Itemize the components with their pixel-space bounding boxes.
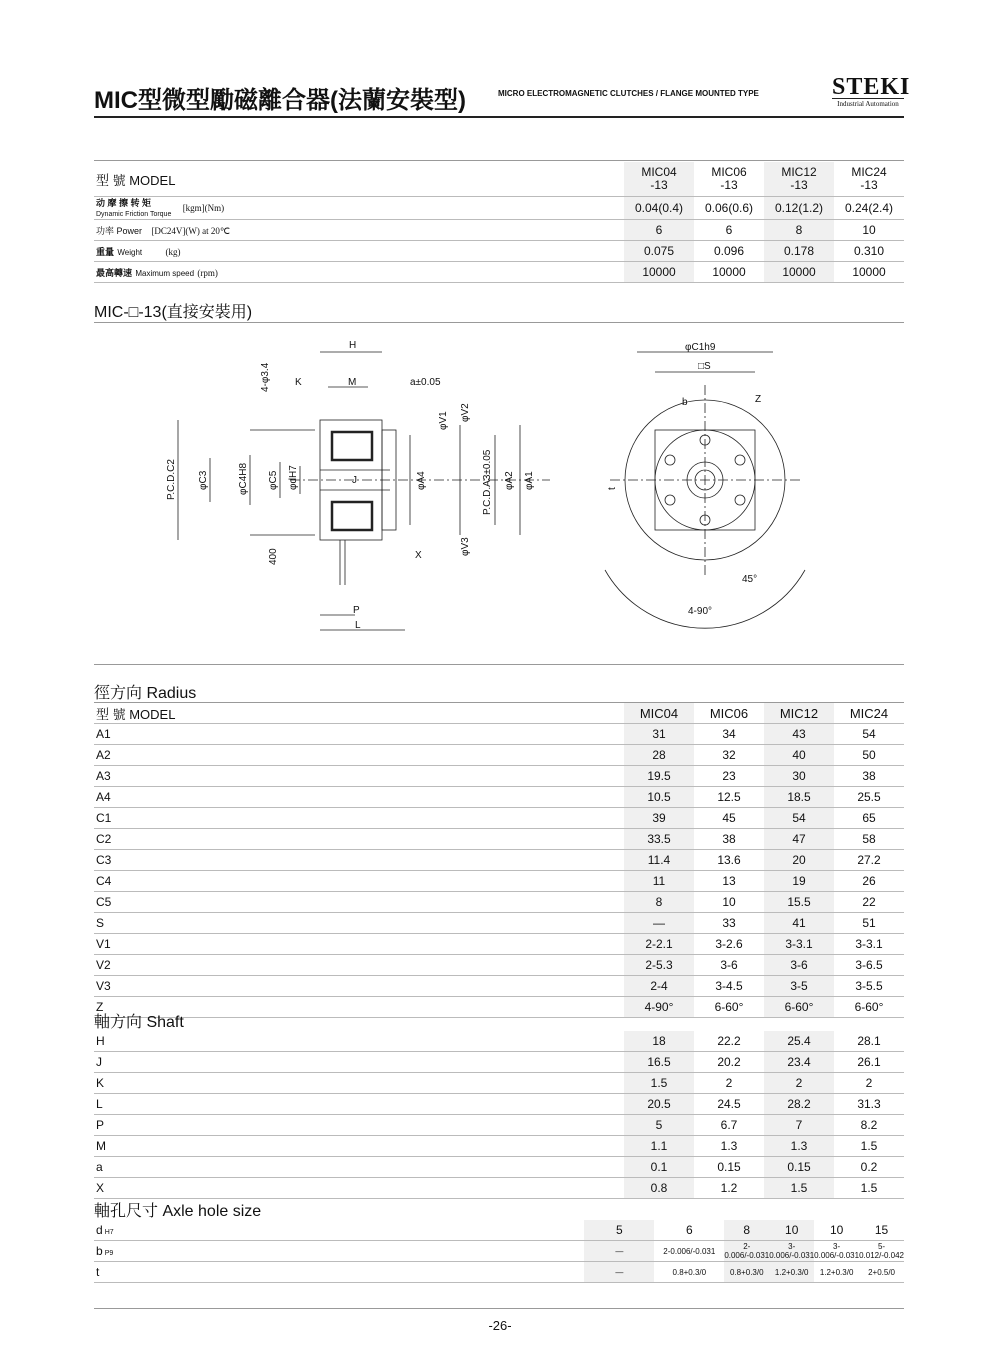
cell-value: 18.5 <box>764 787 834 808</box>
cell-value: 40 <box>764 745 834 766</box>
dim-label: L <box>355 620 361 631</box>
cell-value: 15.5 <box>764 892 834 913</box>
cell-value: 32 <box>694 745 764 766</box>
dim-label: t <box>607 487 618 490</box>
spec-unit: [kgm](Nm) <box>182 203 225 214</box>
cell-value: 65 <box>834 808 904 829</box>
cell-value: 23 <box>694 766 764 787</box>
cell-value: 3-5 <box>764 976 834 997</box>
cell-value: 4-90° <box>624 997 694 1018</box>
table-row <box>94 787 904 808</box>
table-row <box>94 724 904 745</box>
table-row <box>94 934 904 955</box>
cell-value: 0.1 <box>624 1157 694 1178</box>
cell-value: 2 <box>834 1073 904 1094</box>
row-label: C5 <box>94 892 624 913</box>
cell-value: 24.5 <box>694 1094 764 1115</box>
dim-label: P <box>353 605 360 616</box>
dim-label: X <box>415 550 422 561</box>
cell-value: 16.5 <box>624 1052 694 1073</box>
cell-value: — <box>624 913 694 934</box>
table-row <box>94 955 904 976</box>
cell-value: 33.5 <box>624 829 694 850</box>
table-row <box>94 1031 904 1052</box>
cell-value: 2-0.006/-0.031 <box>654 1241 724 1262</box>
cell-value: 1.5 <box>834 1136 904 1157</box>
cell-value: 0.2 <box>834 1157 904 1178</box>
spec-value: 0.075 <box>624 241 694 262</box>
cell-value: 1.3 <box>764 1136 834 1157</box>
cell-value: 28 <box>624 745 694 766</box>
cell-value: 3-5.5 <box>834 976 904 997</box>
cell-value: 1.2+0.3/0 <box>769 1262 814 1283</box>
dim-label: □S <box>698 361 711 372</box>
cell-value: 2-0.006/-0.031 <box>724 1242 770 1260</box>
angle-arc <box>605 570 805 628</box>
spec-row-power <box>94 220 904 241</box>
spec-row-weight <box>94 241 904 262</box>
cell-value: 18 <box>624 1031 694 1052</box>
cell-value: 38 <box>834 766 904 787</box>
cell-value: 19 <box>764 871 834 892</box>
cell-value: — <box>584 1241 654 1262</box>
dim-label: 400 <box>268 548 279 565</box>
cell-value: 15 <box>859 1220 904 1241</box>
cell-value: 20 <box>764 850 834 871</box>
cell-value: 2 <box>694 1073 764 1094</box>
spec-unit: [DC24V](W) at 20℃ <box>151 226 230 236</box>
model-label: 型 號 MODEL <box>94 703 624 724</box>
row-label: P <box>94 1115 624 1136</box>
dim-label: φA2 <box>504 471 515 490</box>
spec-row-speed <box>94 262 904 283</box>
row-label-sub: H7 <box>104 1229 114 1236</box>
radius-rows <box>94 724 904 1018</box>
cell-value: 2-4 <box>624 976 694 997</box>
row-label: J <box>94 1052 624 1073</box>
cell-value: 0.8 <box>624 1178 694 1199</box>
cell-value: 5-0.012/-0.042 <box>859 1242 905 1260</box>
row-label: C2 <box>94 829 624 850</box>
table-row <box>94 850 904 871</box>
row-label: A4 <box>94 787 624 808</box>
spec-label-en: Weight <box>117 248 143 257</box>
cell-value: 6-60° <box>764 997 834 1018</box>
spec-value: 6 <box>694 220 764 241</box>
drawing-subtitle: MIC-□-13(直接安裝用) <box>94 304 253 321</box>
cell-value: 12.5 <box>694 787 764 808</box>
spec-value: 0.06(0.6) <box>694 197 764 220</box>
mount-hole <box>735 455 745 465</box>
table-row <box>94 1220 904 1241</box>
table-row <box>94 829 904 850</box>
cell-value: 3-6.5 <box>834 955 904 976</box>
dim-label: φC4H8 <box>238 462 249 495</box>
row-label-sub: P9 <box>104 1250 114 1257</box>
row-label: A2 <box>94 745 624 766</box>
dim-label: φV1 <box>438 411 449 430</box>
spec-value: 6 <box>624 220 694 241</box>
row-label: A1 <box>94 724 624 745</box>
dim-label: P.C.D.A3±0.05 <box>482 449 493 515</box>
cell-value: 3-3.1 <box>834 934 904 955</box>
spec-value: 0.310 <box>834 241 904 262</box>
row-label: Z <box>94 997 624 1018</box>
cell-value: 13.6 <box>694 850 764 871</box>
table-row <box>94 997 904 1018</box>
spec-value: 10000 <box>834 262 904 283</box>
table-row <box>94 1115 904 1136</box>
cell-value: 10 <box>769 1220 814 1241</box>
spec-table <box>94 162 904 283</box>
dim-label: 4-90° <box>688 606 713 617</box>
cell-value: 2 <box>764 1073 834 1094</box>
radius-table <box>94 703 904 1018</box>
dim-label: φC3 <box>198 470 209 490</box>
dim-label: 45° <box>742 574 758 585</box>
mount-hole <box>735 495 745 505</box>
table-row <box>94 1178 904 1199</box>
table-row <box>94 1073 904 1094</box>
row-label: A3 <box>94 766 624 787</box>
table-row <box>94 1157 904 1178</box>
spec-value: 10000 <box>624 262 694 283</box>
row-label: L <box>94 1094 624 1115</box>
cell-value: 27.2 <box>834 850 904 871</box>
row-label: H <box>94 1031 624 1052</box>
cell-value: 1.5 <box>834 1178 904 1199</box>
table-row <box>94 1052 904 1073</box>
cell-value: 43 <box>764 724 834 745</box>
model-cell: MIC04 <box>624 703 694 724</box>
spec-label-cn: 重量 <box>96 247 115 257</box>
cell-value: 1.5 <box>764 1178 834 1199</box>
radius-heading: 徑方向 Radius <box>94 685 197 702</box>
cell-value: 1.1 <box>624 1136 694 1157</box>
model-cell: MIC24 -13 <box>834 162 904 197</box>
spec-value: 0.096 <box>694 241 764 262</box>
cell-value: 25.4 <box>764 1031 834 1052</box>
cell-value: 6-60° <box>694 997 764 1018</box>
spec-value: 10000 <box>694 262 764 283</box>
spec-value: 0.04(0.4) <box>624 197 694 220</box>
cell-value: 33 <box>694 913 764 934</box>
axle-table <box>94 1220 904 1283</box>
spec-unit: (kg) <box>165 247 181 257</box>
cell-value: 3-0.006/-0.031 <box>769 1242 815 1260</box>
shaft-table <box>94 1031 904 1199</box>
cell-value: 8 <box>724 1220 769 1241</box>
table-row <box>94 892 904 913</box>
spec-label-en: Dynamic Friction Torque <box>96 210 172 218</box>
dim-label: P.C.D.C2 <box>166 459 177 500</box>
cell-value: 26 <box>834 871 904 892</box>
dim-label: φA4 <box>416 471 427 490</box>
page-title-english: MICRO ELECTROMAGNETIC CLUTCHES / FLANGE MOUNTED TYPE <box>498 89 759 98</box>
cell-value: 3-3.1 <box>764 934 834 955</box>
cell-value: 26.1 <box>834 1052 904 1073</box>
cell-value: 11.4 <box>624 850 694 871</box>
cell-value: 8 <box>624 892 694 913</box>
cell-value: 20.5 <box>624 1094 694 1115</box>
dim-label: φV3 <box>460 537 471 556</box>
cell-value: 10 <box>694 892 764 913</box>
spec-label <box>94 220 624 241</box>
cell-value: 0.15 <box>764 1157 834 1178</box>
cell-value: 3-6 <box>694 955 764 976</box>
dim-label: K <box>295 377 302 388</box>
cell-value: 13 <box>694 871 764 892</box>
spec-unit: (rpm) <box>197 268 218 278</box>
cell-value: 19.5 <box>624 766 694 787</box>
page-title: MIC型微型勵磁離合器(法蘭安裝型) <box>94 87 466 114</box>
cell-value: 25.5 <box>834 787 904 808</box>
cell-value: 22 <box>834 892 904 913</box>
cell-value: 11 <box>624 871 694 892</box>
dim-label: M <box>348 377 357 388</box>
cell-value: 1.2 <box>694 1178 764 1199</box>
spec-label <box>94 262 624 283</box>
row-label: S <box>94 913 624 934</box>
radius-header-row <box>94 703 904 724</box>
spec-header-row <box>94 162 904 197</box>
cell-value: 28.2 <box>764 1094 834 1115</box>
cell-value: 22.2 <box>694 1031 764 1052</box>
row-label-main: d <box>96 1223 103 1237</box>
spec-value: 0.12(1.2) <box>764 197 834 220</box>
cell-value: 23.4 <box>764 1052 834 1073</box>
cell-value: 10 <box>814 1220 859 1241</box>
model-cell: MIC12 <box>764 703 834 724</box>
shaft-heading: 軸方向 Shaft <box>94 1014 184 1031</box>
table-row <box>94 766 904 787</box>
row-label: K <box>94 1073 624 1094</box>
cell-value: 2+0.5/0 <box>859 1262 904 1283</box>
row-label <box>94 1220 584 1241</box>
cell-value: 54 <box>834 724 904 745</box>
cell-value: 38 <box>694 829 764 850</box>
technical-drawing <box>150 330 870 650</box>
spec-row-torque <box>94 197 904 220</box>
row-label: V2 <box>94 955 624 976</box>
table-row <box>94 1094 904 1115</box>
dim-label: φC1h9 <box>685 342 716 353</box>
cell-value: 10.5 <box>624 787 694 808</box>
cell-value: 0.15 <box>694 1157 764 1178</box>
model-cell: MIC04 -13 <box>624 162 694 197</box>
cell-value: 6-60° <box>834 997 904 1018</box>
spec-label <box>94 197 624 220</box>
cell-value: 0.8+0.3/0 <box>654 1262 724 1283</box>
axle-heading: 軸孔尺寸 Axle hole size <box>94 1203 262 1220</box>
table-row <box>94 745 904 766</box>
row-label: C4 <box>94 871 624 892</box>
drawing-bottom-rule <box>94 664 904 665</box>
model-cell: MIC24 <box>834 703 904 724</box>
cell-value: 6 <box>654 1220 724 1241</box>
cell-value: 50 <box>834 745 904 766</box>
table-row <box>94 1241 904 1262</box>
cell-value: 5 <box>624 1115 694 1136</box>
row-label <box>94 1262 584 1283</box>
dim-label: b <box>682 397 688 408</box>
row-label: C3 <box>94 850 624 871</box>
row-label: V3 <box>94 976 624 997</box>
cell-value: 3-6 <box>764 955 834 976</box>
cell-value: 31.3 <box>834 1094 904 1115</box>
spec-value: 10000 <box>764 262 834 283</box>
row-label <box>94 1241 584 1262</box>
cell-value: 41 <box>764 913 834 934</box>
table-row <box>94 871 904 892</box>
cell-value: 1.3 <box>694 1136 764 1157</box>
cell-value: 3-4.5 <box>694 976 764 997</box>
page-number: -26- <box>488 1318 512 1333</box>
spec-value: 10 <box>834 220 904 241</box>
cell-value: 58 <box>834 829 904 850</box>
row-label: C1 <box>94 808 624 829</box>
spec-label-cn: 最高轉速 <box>96 268 133 278</box>
axle-rows <box>94 1220 904 1283</box>
spec-value: 0.178 <box>764 241 834 262</box>
dim-label: φA1 <box>524 471 535 490</box>
dim-label: J <box>352 475 357 486</box>
mount-hole <box>665 455 675 465</box>
dim-label: φC5 <box>268 470 279 490</box>
model-cell: MIC06 <box>694 703 764 724</box>
row-label-main: t <box>96 1265 100 1279</box>
cell-value: — <box>584 1262 654 1283</box>
cell-value: 30 <box>764 766 834 787</box>
dim-label: Z <box>755 394 762 405</box>
table-row <box>94 1262 904 1283</box>
row-label: M <box>94 1136 624 1157</box>
row-label-main: b <box>96 1244 103 1258</box>
cell-value: 54 <box>764 808 834 829</box>
shaft-rows <box>94 1031 904 1199</box>
cell-value: 3-2.6 <box>694 934 764 955</box>
table-row <box>94 976 904 997</box>
spec-label-cn: 动 摩 擦 转 矩 <box>96 197 152 208</box>
cell-value: 39 <box>624 808 694 829</box>
mount-hole <box>665 495 675 505</box>
spec-label <box>94 241 624 262</box>
cell-value: 45 <box>694 808 764 829</box>
cell-value: 31 <box>624 724 694 745</box>
dim-label: φdH7 <box>288 465 299 490</box>
footer-rule <box>94 1308 904 1309</box>
cell-value: 8.2 <box>834 1115 904 1136</box>
spec-table-top-rule <box>94 160 904 161</box>
cell-value: 1.2+0.3/0 <box>814 1262 859 1283</box>
cell-value: 20.2 <box>694 1052 764 1073</box>
model-cell: MIC06 -13 <box>694 162 764 197</box>
dim-label: φV2 <box>460 403 471 422</box>
table-row <box>94 808 904 829</box>
model-label: 型 號 MODEL <box>94 162 624 197</box>
drawing-top-rule <box>94 322 904 323</box>
logo-subtitle: Industrial Automation <box>837 100 899 108</box>
cell-value: 5 <box>584 1220 654 1241</box>
cell-value: 47 <box>764 829 834 850</box>
spec-label-cn: 功率 Power <box>96 226 143 236</box>
row-label: V1 <box>94 934 624 955</box>
spec-value: 8 <box>764 220 834 241</box>
cell-value: 6.7 <box>694 1115 764 1136</box>
spec-value: 0.24(2.4) <box>834 197 904 220</box>
brand-logo <box>832 74 911 109</box>
row-label: a <box>94 1157 624 1178</box>
cell-value: 51 <box>834 913 904 934</box>
row-label: X <box>94 1178 624 1199</box>
header-divider <box>94 116 904 118</box>
cell-value: 2-2.1 <box>624 934 694 955</box>
cell-value: 28.1 <box>834 1031 904 1052</box>
cell-value: 0.8+0.3/0 <box>724 1262 769 1283</box>
cell-value: 7 <box>764 1115 834 1136</box>
cell-value: 34 <box>694 724 764 745</box>
table-row <box>94 913 904 934</box>
cell-value: 2-5.3 <box>624 955 694 976</box>
cell-value: 1.5 <box>624 1073 694 1094</box>
logo-text: STEKI <box>832 74 911 100</box>
dim-label: a±0.05 <box>410 377 441 388</box>
dim-label: H <box>349 340 357 351</box>
spec-label-en: Maximum speed <box>135 269 195 278</box>
dim-label: 4-φ3.4 <box>260 362 271 392</box>
model-cell: MIC12 -13 <box>764 162 834 197</box>
cell-value: 3-0.006/-0.031 <box>814 1242 860 1260</box>
table-row <box>94 1136 904 1157</box>
